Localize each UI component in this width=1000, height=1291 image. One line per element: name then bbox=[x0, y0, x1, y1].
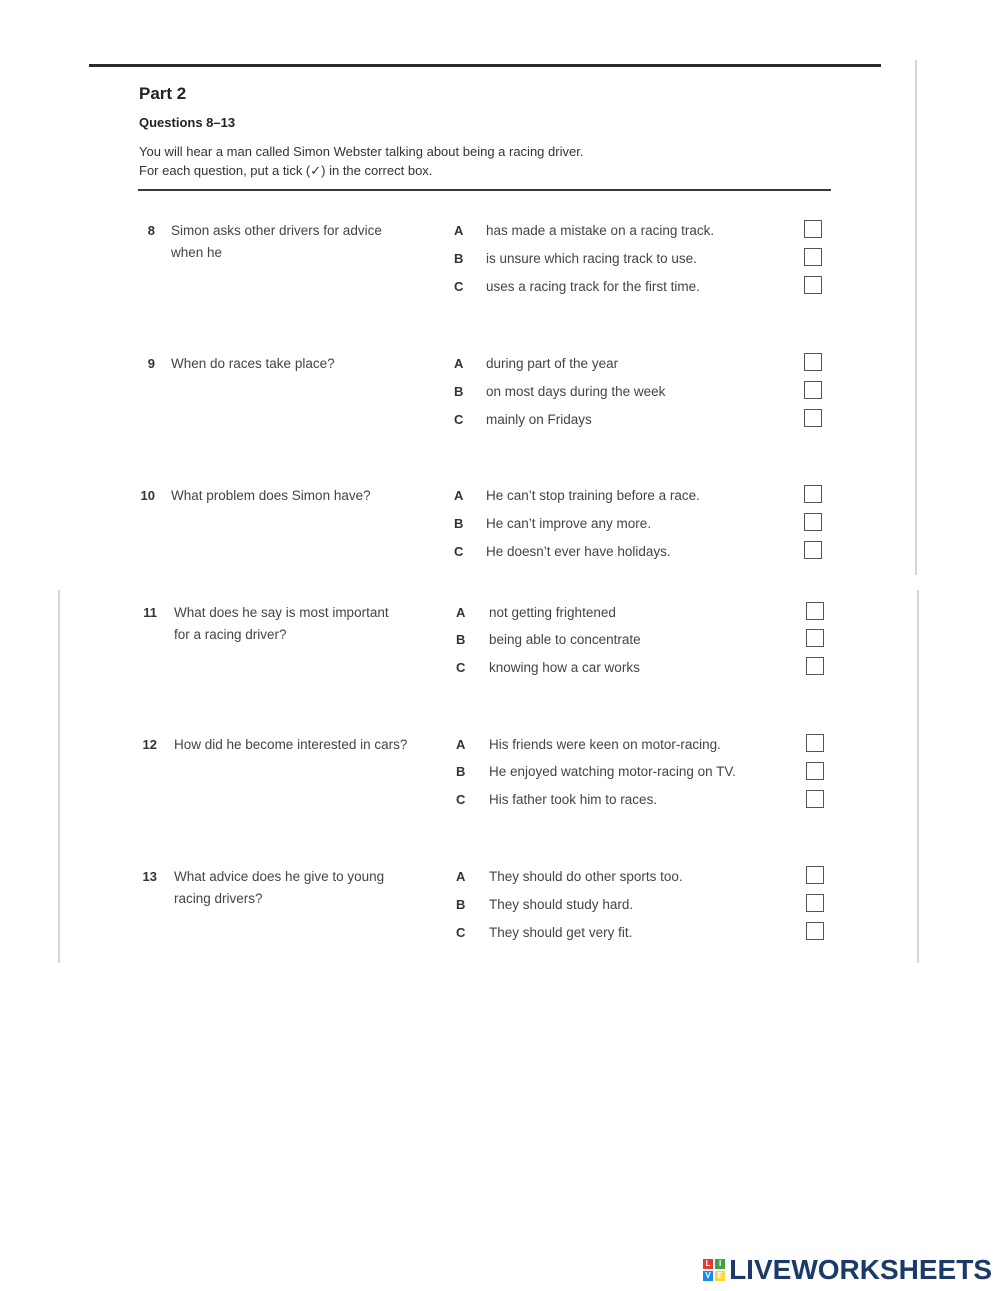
logo-mark-cell: V bbox=[703, 1271, 713, 1281]
option-text: He can’t improve any more. bbox=[486, 516, 652, 531]
option-text: They should do other sports too. bbox=[489, 869, 683, 884]
question-text bbox=[174, 602, 424, 646]
instructions bbox=[139, 142, 583, 180]
top-rule bbox=[89, 64, 881, 67]
question-text-line: When do races take place? bbox=[171, 356, 335, 371]
answer-checkbox[interactable] bbox=[804, 381, 822, 399]
option-text: He enjoyed watching motor-racing on TV. bbox=[489, 764, 736, 779]
option-text: They should get very fit. bbox=[489, 925, 633, 940]
option-text: His friends were keen on motor-racing. bbox=[489, 737, 721, 752]
option-text: uses a racing track for the first time. bbox=[486, 279, 700, 294]
option-text: They should study hard. bbox=[489, 897, 634, 912]
instruction-line: For each question, put a tick (✓) in the correct box. bbox=[139, 163, 433, 178]
question-text-line: Simon asks other drivers for advice bbox=[171, 223, 382, 238]
answer-checkbox[interactable] bbox=[804, 353, 822, 371]
option-letter: B bbox=[456, 764, 466, 779]
option-text: mainly on Fridays bbox=[486, 412, 592, 427]
option-letter: A bbox=[454, 223, 464, 238]
logo-mark-icon bbox=[703, 1259, 725, 1281]
option-letter: C bbox=[456, 925, 466, 940]
answer-checkbox[interactable] bbox=[806, 657, 824, 675]
question-number: 9 bbox=[147, 356, 155, 371]
answer-checkbox[interactable] bbox=[806, 866, 824, 884]
logo-text: LIVEWORKSHEETS bbox=[729, 1254, 992, 1285]
answer-checkbox[interactable] bbox=[804, 485, 822, 503]
option-letter: A bbox=[456, 605, 466, 620]
option-text: being able to concentrate bbox=[489, 632, 641, 647]
option-letter: C bbox=[454, 279, 464, 294]
answer-checkbox[interactable] bbox=[804, 276, 822, 294]
answer-checkbox[interactable] bbox=[804, 513, 822, 531]
question-text-line: What does he say is most important bbox=[174, 605, 389, 620]
option-letter: A bbox=[454, 356, 464, 371]
option-letter: B bbox=[454, 251, 464, 266]
option-text: on most days during the week bbox=[486, 384, 666, 399]
question-text bbox=[174, 734, 444, 756]
option-text: during part of the year bbox=[486, 356, 619, 371]
answer-checkbox[interactable] bbox=[804, 248, 822, 266]
scan-edge-left-lower bbox=[58, 590, 60, 963]
option-letter: C bbox=[454, 412, 464, 427]
question-text-line: How did he become interested in cars? bbox=[174, 737, 408, 752]
option-letter: B bbox=[454, 516, 464, 531]
scan-edge-right-lower bbox=[917, 590, 919, 963]
question-number: 10 bbox=[140, 488, 155, 503]
question-number: 8 bbox=[147, 223, 155, 238]
logo-mark-cell: E bbox=[715, 1271, 725, 1281]
question-text bbox=[174, 866, 424, 910]
option-text: knowing how a car works bbox=[489, 660, 640, 675]
option-text: He can’t stop training before a race. bbox=[486, 488, 700, 503]
answer-checkbox[interactable] bbox=[806, 602, 824, 620]
option-text: He doesn’t ever have holidays. bbox=[486, 544, 671, 559]
question-text-line: racing drivers? bbox=[174, 891, 263, 906]
option-letter: A bbox=[456, 737, 466, 752]
option-letter: C bbox=[454, 544, 464, 559]
option-text: has made a mistake on a racing track. bbox=[486, 223, 715, 238]
answer-checkbox[interactable] bbox=[804, 220, 822, 238]
option-letter: B bbox=[454, 384, 464, 399]
question-text-line: What advice does he give to young bbox=[174, 869, 385, 884]
instruction-line: You will hear a man called Simon Webster talking about being a racing driver. bbox=[139, 144, 584, 159]
question-text bbox=[171, 485, 421, 507]
question-number: 13 bbox=[142, 869, 157, 884]
part-title: Part 2 bbox=[139, 84, 187, 103]
answer-checkbox[interactable] bbox=[806, 734, 824, 752]
logo-mark-cell: L bbox=[703, 1259, 713, 1269]
option-text: not getting frightened bbox=[489, 605, 616, 620]
option-letter: C bbox=[456, 792, 466, 807]
option-text: is unsure which racing track to use. bbox=[486, 251, 697, 266]
question-text bbox=[171, 353, 421, 375]
scan-edge-right-upper bbox=[915, 60, 917, 575]
question-text-line: when he bbox=[171, 245, 223, 260]
option-letter: A bbox=[454, 488, 464, 503]
question-text-line: What problem does Simon have? bbox=[171, 488, 371, 503]
logo-mark-cell: I bbox=[715, 1259, 725, 1269]
answer-checkbox[interactable] bbox=[806, 762, 824, 780]
answer-checkbox[interactable] bbox=[806, 922, 824, 940]
answer-checkbox[interactable] bbox=[806, 790, 824, 808]
answer-checkbox[interactable] bbox=[806, 629, 824, 647]
option-letter: A bbox=[456, 869, 466, 884]
option-letter: B bbox=[456, 632, 466, 647]
question-number: 12 bbox=[142, 737, 157, 752]
question-number: 11 bbox=[143, 605, 157, 620]
option-text: His father took him to races. bbox=[489, 792, 658, 807]
answer-checkbox[interactable] bbox=[804, 541, 822, 559]
question-text bbox=[171, 220, 421, 264]
questions-range: Questions 8–13 bbox=[139, 115, 236, 130]
option-letter: C bbox=[456, 660, 466, 675]
option-letter: B bbox=[456, 897, 466, 912]
liveworksheets-logo[interactable] bbox=[703, 1254, 992, 1286]
answer-checkbox[interactable] bbox=[804, 409, 822, 427]
header-rule bbox=[138, 189, 831, 191]
answer-checkbox[interactable] bbox=[806, 894, 824, 912]
question-text-line: for a racing driver? bbox=[174, 627, 287, 642]
